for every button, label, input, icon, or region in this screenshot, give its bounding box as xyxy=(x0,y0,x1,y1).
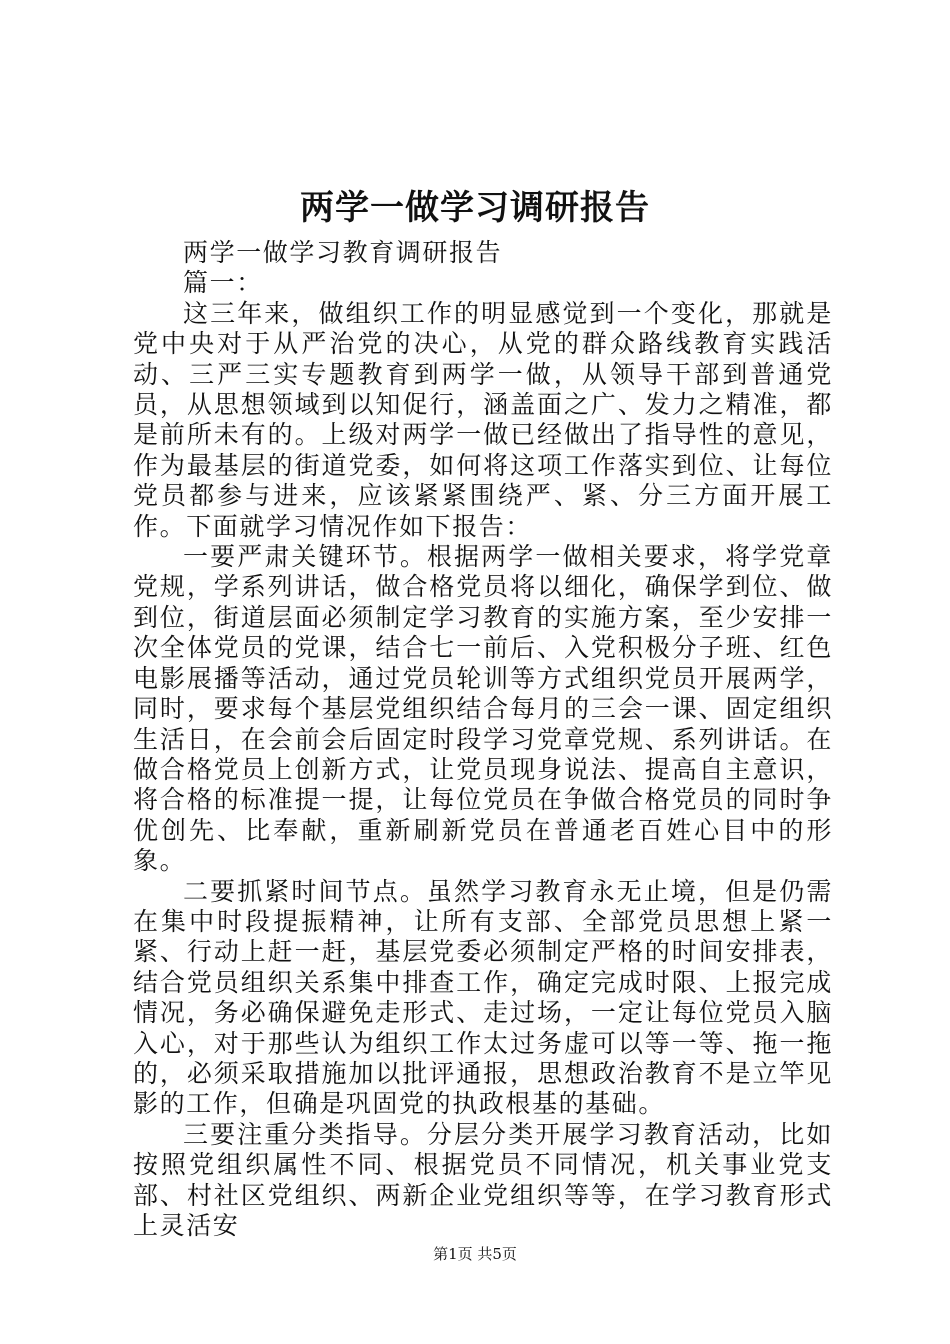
point-three-paragraph: 三要注重分类指导。分层分类开展学习教育活动，比如按照党组织属性不同、根据党员不同情况，机关事业党支部、村社区党组织、两新企业党组织等等，在学习教育形式上灵活安 xyxy=(133,1119,833,1240)
document-body xyxy=(133,238,833,1241)
intro-paragraph: 这三年来，做组织工作的明显感觉到一个变化，那就是党中央对于从严治党的决心，从党的群众路线教育实践活动、三严三实专题教育到两学一做，从领导干部到普通党员，从思想领域到以知促行，涵盖面之广、发力之精准，都是前所未有的。上级对两学一做已经做出了指导性的意见，作为最基层的街道党委，如何将这项工作落实到位、让每位党员都参与进来，应该紧紧围绕严、紧、分三方面开展工作。下面就学习情况作如下报告： xyxy=(133,298,833,541)
point-two-paragraph: 二要抓紧时间节点。虽然学习教育永无止境，但是仍需在集中时段提振精神，让所有支部、全部党员思想上紧一紧、行动上赶一赶，基层党委必须制定严格的时间安排表，结合党员组织关系集中排查工作，确定完成时限、上报完成情况，务必确保避免走形式、走过场，一定让每位党员入脑入心，对于那些认为组织工作太过务虚可以等一等、拖一拖的，必须采取措施加以批评通报，思想政治教育不是立竿见影的工作，但确是巩固党的执政根基的基础。 xyxy=(133,876,833,1119)
section-label-paragraph: 篇一： xyxy=(183,268,263,298)
document-title: 两学一做学习调研报告 xyxy=(300,188,650,228)
page-number-footer: 第1页 共5页 xyxy=(433,1245,517,1263)
point-one-paragraph: 一要严肃关键环节。根据两学一做相关要求，将学党章党规，学系列讲话，做合格党员将以细化，确保学到位、做到位，街道层面必须制定学习教育的实施方案，至少安排一次全体党员的党课，结合七一前后、入党积极分子班、红色电影展播等活动，通过党员轮训等方式组织党员开展两学，同时，要求每个基层党组织结合每月的三会一课、固定组织生活日，在会前会后固定时段学习党章党规、系列讲话。在做合格党员上创新方式，让党员现身说法、提高自主意识，将合格的标准提一提，让每位党员在争做合格党员的同时争优创先、比奉献，重新刷新党员在普通老百姓心目中的形象。 xyxy=(133,542,833,876)
subtitle-paragraph: 两学一做学习教育调研报告 xyxy=(183,238,503,267)
